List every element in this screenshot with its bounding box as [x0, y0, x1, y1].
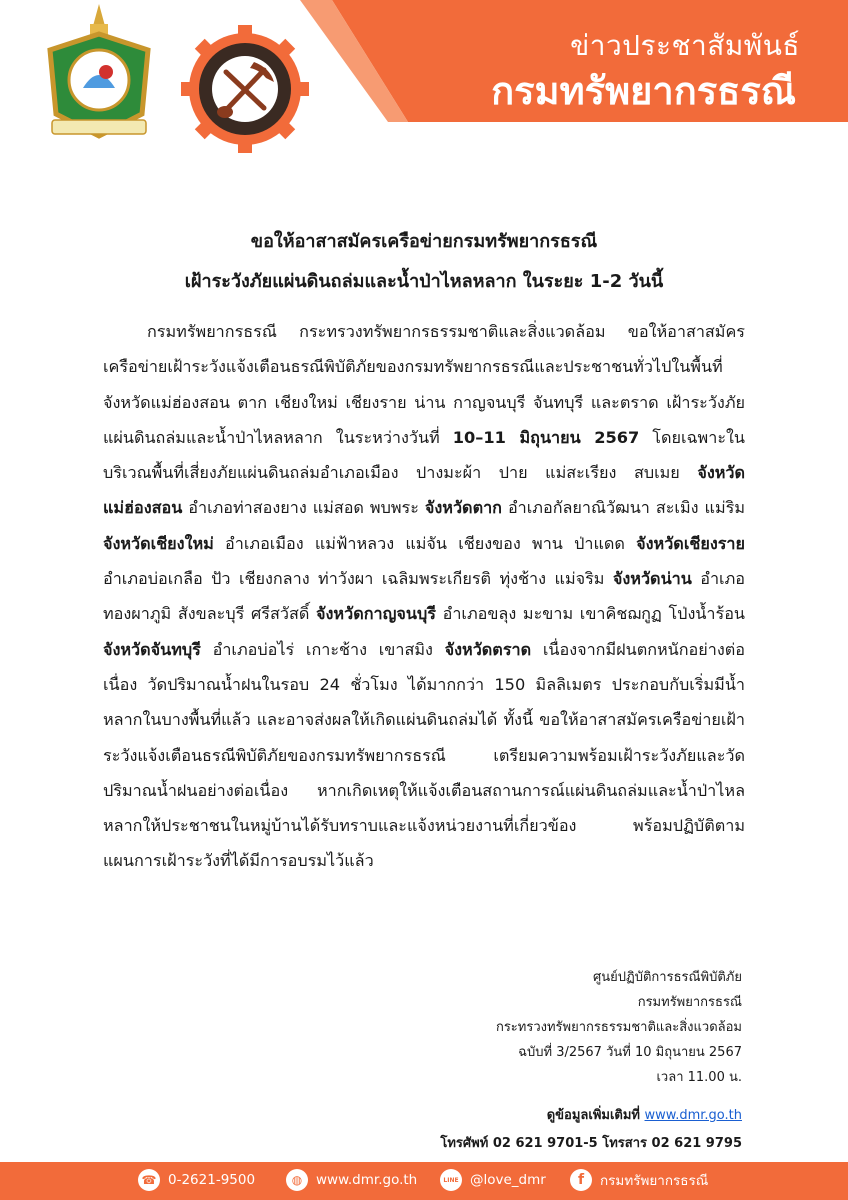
signature-line: กรมทรัพยากรธรณี	[637, 995, 742, 1010]
body-bold-segment: จังหวัดตาก	[424, 498, 502, 518]
phone-fax-line: โทรศัพท์ 02 621 9701-5 โทรสาร 02 621 9795	[440, 1136, 742, 1151]
header-title: กรมทรัพยากรธรณี	[491, 69, 796, 113]
issue-time: เวลา 11.00 น.	[656, 1070, 742, 1085]
news-title-line2: เฝ้าระวังภัยแผ่นดินถล่มและน้ำป่าไหลหลาก ในระยะ 1-2 วันนี้	[184, 271, 664, 292]
body-text-segment: อำเภอบ่อเกลือ ปัว เชียงกลาง ท่าวังผา เฉลิมพระเกียรติ ทุ่งช้าง แม่จริม	[103, 569, 613, 589]
news-body-paragraph	[103, 314, 745, 879]
body-bold-segment: จังหวัดแม่ฮ่องสอน	[103, 463, 745, 518]
line-icon: LINE	[440, 1169, 462, 1191]
footer-line-text: @love_dmr	[470, 1172, 546, 1188]
phone-icon: ☎	[138, 1169, 160, 1191]
header-subtitle: ข่าวประชาสัมพันธ์	[570, 29, 800, 62]
body-bold-segment: จังหวัดเชียงใหม่	[103, 533, 214, 553]
footer-facebook-text: กรมทรัพยากรธรณี	[600, 1173, 709, 1189]
body-bold-segment: จังหวัดกาญจนบุรี	[316, 604, 436, 624]
body-text-segment: อำเภอทองผาภูมิ สังขละบุรี ศรีสวัสดิ์	[103, 569, 745, 624]
body-bold-segment: จังหวัดตราด	[444, 639, 532, 659]
dmr-gear-logo-icon	[180, 24, 310, 154]
footer-facebook[interactable]	[570, 1169, 708, 1191]
footer-phone-text: 0-2621-9500	[168, 1172, 256, 1188]
facebook-icon: f	[570, 1169, 592, 1191]
footer-line[interactable]	[440, 1169, 546, 1191]
more-info-line	[440, 1102, 742, 1130]
body-text-segment: อำเภอเมือง แม่ฟ้าหลวง แม่จัน เชียงของ พาน ป่าแดด	[213, 533, 637, 553]
body-bold-segment: 10–11 มิถุนายน 2567	[452, 427, 640, 447]
body-text-segment: อำเภอกัลยาณิวัฒนา สะเมิง แม่ริม	[501, 498, 745, 518]
body-text-segment: อำเภอบ่อไร่ เกาะช้าง เขาสมิง	[200, 639, 445, 659]
body-text-segment: โดยเฉพาะในบริเวณพื้นที่เสี่ยงภัยแผ่นดินถล่มอำเภอเมือง ปางมะผ้า ปาย แม่สะเรียง สบเมย	[103, 427, 745, 483]
signature-line: กระทรวงทรัพยากรธรรมชาติและสิ่งแวดล้อม	[495, 1020, 742, 1035]
more-info-label: ดูข้อมูลเพิ่มเติมที่	[546, 1108, 645, 1123]
body-bold-segment: จังหวัดน่าน	[612, 569, 692, 589]
globe-icon: ◍	[286, 1169, 308, 1191]
news-title-line1: ขอให้อาสาสมัครเครือข่ายกรมทรัพยากรธรณี	[250, 231, 598, 252]
footer-phone[interactable]	[138, 1169, 255, 1191]
contact-block	[440, 1102, 742, 1158]
ministry-seal-icon	[38, 4, 160, 150]
footer-web[interactable]	[286, 1169, 417, 1191]
footer-web-text: www.dmr.go.th	[316, 1172, 418, 1188]
issue-number: ฉบับที่ 3/2567 วันที่ 10 มิถุนายน 2567	[518, 1045, 742, 1060]
footer-bar	[0, 1162, 848, 1200]
body-text-segment: อำเภอขลุง มะขาม เขาคิชฌกูฏ โป่งน้ำร้อน	[435, 604, 745, 624]
body-text-segment: อำเภอท่าสองยาง แม่สอด พบพระ	[182, 498, 425, 518]
body-text-segment: เนื่องจากมีฝนตกหนักอย่างต่อเนื่อง วัดปริมาณน้ำฝนในรอบ 24 ชั่วโมง ได้มากกว่า 150 มิลลิเมตร ประกอบกับเริ่มมีน้ำหลากในบางพื้นที่แล้ว และอาจส่งผลให้เกิดแผ่นดินถล่มได้ ทั้งนี้ ขอให้อาสาสมัครเครือข่ายเฝ้าระวังแจ้งเตือนธรณีพิบัติภัยของกรมทรัพยากรธรณี เตรียมความพร้อมเฝ้าระวังภัยและวัดปริมาณน้ำฝนอย่างต่อเนื่อง หากเกิดเหตุให้แจ้งเตือนสถานการณ์แผ่นดินถล่มและน้ำป่าไหลหลากให้ประชาชนในหมู่บ้านได้รับทราบและแจ้งหน่วยงานที่เกี่ยวข้อง พร้อมปฏิบัติตามแผนการเฝ้าระวังที่ได้มีการอบรมไว้แล้ว	[103, 639, 745, 871]
signature-block	[496, 965, 742, 1090]
body-text-segment: กรมทรัพยากรธรณี กระทรวงทรัพยากรธรรมชาติและสิ่งแวดล้อม ขอให้อาสาสมัครเครือข่ายเฝ้าระวังแจ้งเตือนธรณีพิบัติภัยของกรมทรัพยากรธรณีและประชาชนทั่วไปในพื้นที่จังหวัดแม่ฮ่องสอน ตาก เชียงใหม่ เชียงราย น่าน กาญจนบุรี จันทบุรี และตราด เฝ้าระวังภัยแผ่นดินถล่มและน้ำป่าไหลหลาก ในระหว่างวันที่	[103, 322, 745, 447]
body-bold-segment: จังหวัดเชียงราย	[636, 533, 745, 553]
signature-line: ศูนย์ปฏิบัติการธรณีพิบัติภัย	[592, 970, 742, 985]
body-bold-segment: จังหวัดจันทบุรี	[103, 639, 201, 659]
website-link[interactable]: www.dmr.go.th	[644, 1108, 742, 1123]
